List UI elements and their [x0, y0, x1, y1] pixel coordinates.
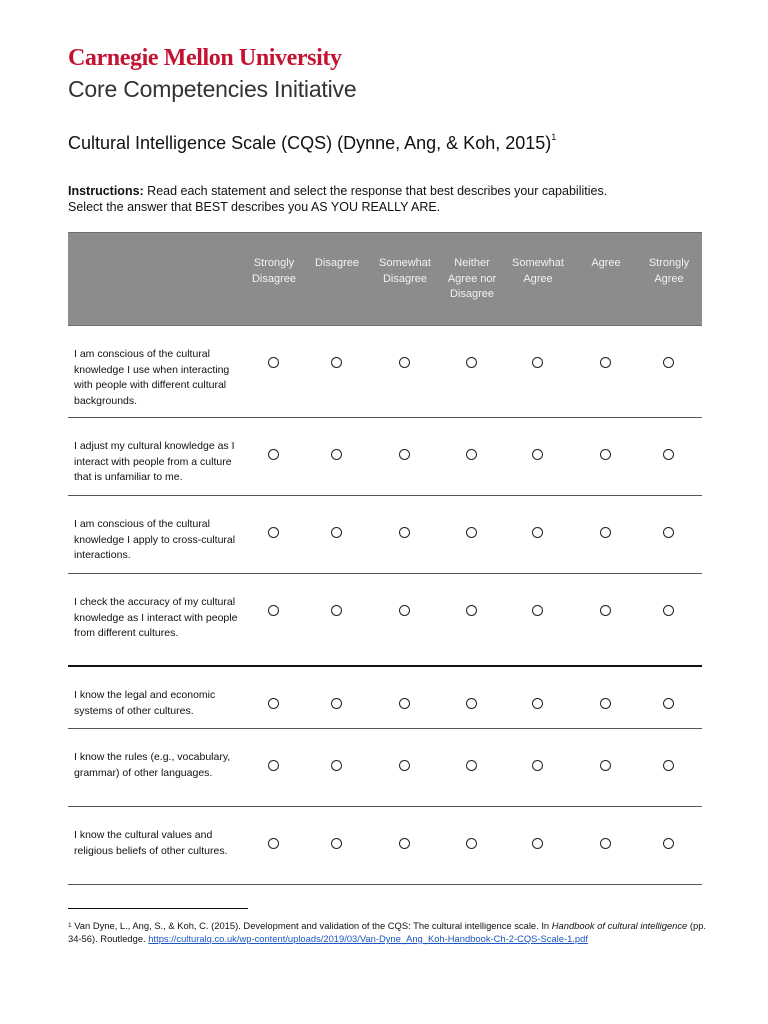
response-radio-button[interactable] [268, 357, 279, 368]
column-header: Somewhat Agree [512, 257, 564, 285]
response-radio-button[interactable] [600, 527, 611, 538]
response-radio-button[interactable] [532, 838, 543, 849]
response-radio-button[interactable] [532, 698, 543, 709]
response-radio-button[interactable] [532, 449, 543, 460]
response-radio-button[interactable] [466, 838, 477, 849]
response-radio-button[interactable] [399, 527, 410, 538]
table-body [68, 326, 702, 885]
response-radio-button[interactable] [331, 698, 342, 709]
statement-row [68, 574, 702, 667]
statement-text: I am conscious of the cultural knowledge I use when interacting with people with different cultural backgrounds. [74, 348, 230, 407]
response-radio-button[interactable] [663, 698, 674, 709]
statement-row [68, 326, 702, 418]
instructions-line-2: Select the answer that BEST describes you AS YOU REALLY ARE. [68, 200, 441, 214]
instructions-label: Instructions: [68, 184, 144, 198]
response-radio-button[interactable] [466, 698, 477, 709]
response-radio-button[interactable] [466, 357, 477, 368]
statement-text: I adjust my cultural knowledge as I interact with people from a culture that is unfamiliar to me. [74, 440, 235, 483]
statement-row [68, 667, 702, 729]
response-radio-button[interactable] [532, 760, 543, 771]
response-radio-button[interactable] [663, 527, 674, 538]
response-radio-button[interactable] [331, 605, 342, 616]
statement-row [68, 496, 702, 574]
column-header: Disagree [314, 257, 360, 269]
response-radio-button[interactable] [268, 838, 279, 849]
statement-row [68, 418, 702, 496]
response-radio-button[interactable] [331, 357, 342, 368]
footnote-book-title: Handbook of cultural intelligence [551, 920, 688, 931]
footnote-citation: Van Dyne, L., Ang, S., & Koh, C. (2015). Development and validation of the CQS: The cultural intelligence scale. In [71, 920, 552, 931]
instructions [68, 183, 708, 215]
response-radio-button[interactable] [331, 838, 342, 849]
response-radio-button[interactable] [466, 449, 477, 460]
footnote-link[interactable]: https://culturalq.co.uk/wp-content/uploads/2019/03/Van-Dyne_Ang_Koh-Handbook-Ch-2-CQS-Scale-1.pdf [148, 933, 588, 944]
initiative-name: Core Competencies Initiative [68, 76, 357, 102]
response-radio-button[interactable] [399, 838, 410, 849]
response-radio-button[interactable] [399, 449, 410, 460]
instructions-line-1 [68, 183, 708, 199]
response-radio-button[interactable] [268, 449, 279, 460]
footnote-mark: 1 [68, 922, 72, 929]
column-header: Strongly Disagree [251, 257, 297, 285]
statement-text: I am conscious of the cultural knowledge I apply to cross-cultural interactions. [74, 518, 236, 561]
response-radio-button[interactable] [331, 527, 342, 538]
footnote-divider [68, 908, 248, 909]
table-header [68, 232, 702, 326]
column-header: Strongly Agree [648, 257, 690, 285]
column-header: Somewhat Disagree [379, 257, 431, 285]
statement-text: I know the legal and economic systems of other cultures. [74, 689, 216, 717]
title-text: Cultural Intelligence Scale (CQS) (Dynne, Ang, & Koh, 2015) [68, 133, 552, 153]
statement-row [68, 807, 702, 885]
response-radio-button[interactable] [663, 838, 674, 849]
response-radio-button[interactable] [600, 357, 611, 368]
statement-text: I check the accuracy of my cultural knowledge as I interact with people from different cultures. [74, 596, 238, 639]
column-header: Neither Agree nor Disagree [447, 257, 497, 300]
response-radio-button[interactable] [399, 357, 410, 368]
response-radio-button[interactable] [331, 760, 342, 771]
response-radio-button[interactable] [532, 527, 543, 538]
response-radio-button[interactable] [466, 760, 477, 771]
response-radio-button[interactable] [466, 527, 477, 538]
response-radio-button[interactable] [399, 698, 410, 709]
response-radio-button[interactable] [268, 605, 279, 616]
response-scale-table [68, 232, 702, 885]
response-radio-button[interactable] [532, 357, 543, 368]
page-header [68, 44, 356, 104]
response-radio-button[interactable] [600, 838, 611, 849]
response-radio-button[interactable] [268, 760, 279, 771]
response-radio-button[interactable] [600, 449, 611, 460]
response-radio-button[interactable] [331, 449, 342, 460]
response-radio-button[interactable] [663, 605, 674, 616]
title-footnote-mark[interactable]: 1 [551, 132, 557, 142]
document-title [68, 133, 556, 154]
response-radio-button[interactable] [466, 605, 477, 616]
response-radio-button[interactable] [268, 698, 279, 709]
footnote-publisher: (pp. 34-56). Routledge. [68, 920, 707, 944]
statement-text: I know the rules (e.g., vocabulary, grammar) of other languages. [74, 751, 231, 779]
response-radio-button[interactable] [600, 605, 611, 616]
response-radio-button[interactable] [399, 760, 410, 771]
response-radio-button[interactable] [268, 527, 279, 538]
response-radio-button[interactable] [532, 605, 543, 616]
instructions-text: Read each statement and select the response that best describes your capabilities. [143, 184, 608, 198]
response-radio-button[interactable] [663, 760, 674, 771]
statement-text: I know the cultural values and religious beliefs of other cultures. [74, 829, 228, 857]
response-radio-button[interactable] [600, 760, 611, 771]
response-radio-button[interactable] [399, 605, 410, 616]
footnote [68, 919, 708, 945]
column-header: Agree [591, 257, 621, 269]
response-radio-button[interactable] [663, 357, 674, 368]
response-radio-button[interactable] [663, 449, 674, 460]
response-radio-button[interactable] [600, 698, 611, 709]
university-logo: Carnegie Mellon University [68, 45, 342, 71]
statement-row [68, 729, 702, 807]
